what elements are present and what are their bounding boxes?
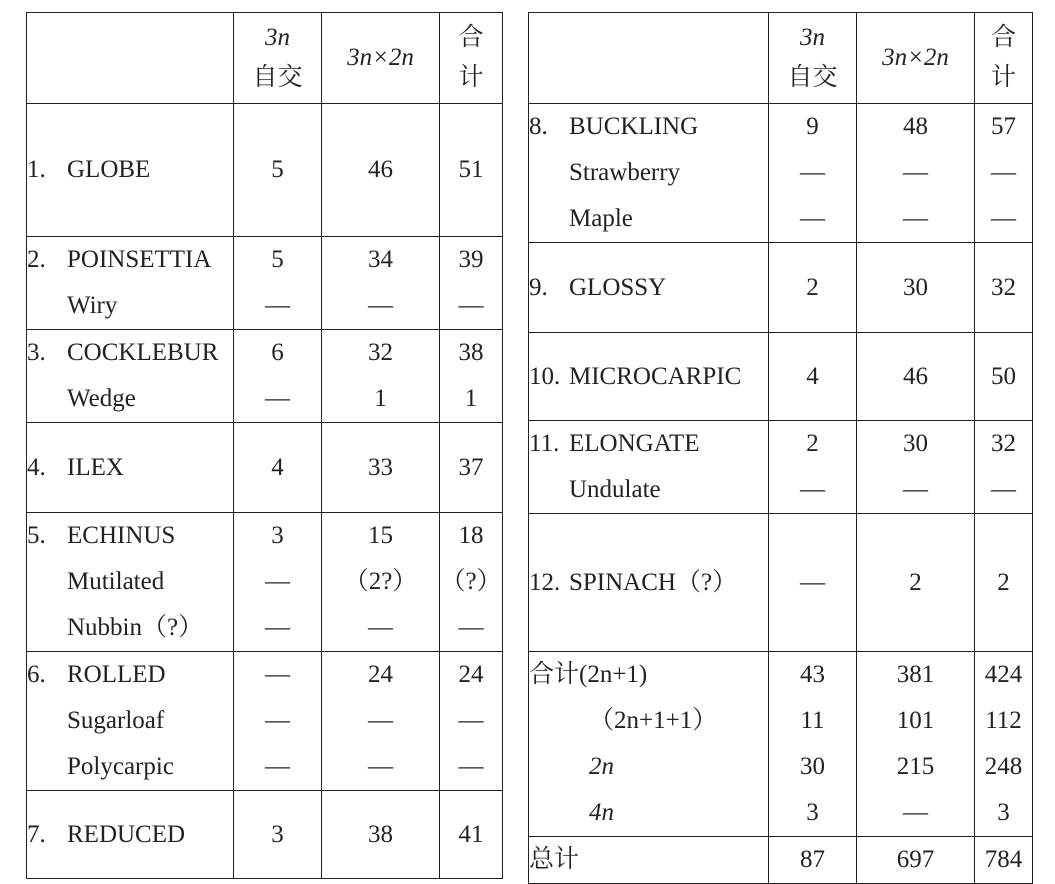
table-row: 2. POINSETTIA Wiry 5 — 34 — 39 — bbox=[27, 237, 503, 330]
table-row: 3. COCKLEBUR Wedge 6 — 32 1 38 1 bbox=[27, 330, 503, 423]
secondary-name: Polycarpic bbox=[67, 753, 174, 780]
data-table bbox=[26, 12, 1032, 873]
table-right-half bbox=[528, 12, 1033, 884]
trisomic-name: 8. BUCKLING bbox=[529, 113, 699, 140]
trisomic-name: 4. ILEX bbox=[27, 453, 124, 481]
trisomic-name: 7. REDUCED bbox=[27, 820, 186, 848]
header-row bbox=[27, 13, 503, 104]
table-row: 5. ECHINUS Mutilated Nubbin（?） 3 — — 15 （2?） — 18 （?） — bbox=[27, 513, 503, 652]
header-cross: 3n×2n bbox=[857, 13, 975, 104]
secondary-name: Nubbin（?） bbox=[67, 614, 204, 641]
table-row: 11. ELONGATE Undulate 2 — 30 — 32 — bbox=[529, 421, 1033, 514]
table-row: 7. REDUCED 3 38 41 bbox=[27, 791, 503, 879]
table-row: 9. GLOSSY 2 30 32 bbox=[529, 243, 1033, 333]
trisomic-name: 5. ECHINUS bbox=[27, 522, 176, 549]
trisomic-name: 2. POINSETTIA bbox=[27, 246, 212, 273]
header-total: 合 计 bbox=[440, 13, 503, 104]
header-selfing: 3n 自交 bbox=[769, 13, 857, 104]
table-row bbox=[27, 104, 503, 237]
table-left-half bbox=[26, 12, 503, 879]
header-selfing: 3n 自交 bbox=[234, 13, 322, 104]
trisomic-name: 9. GLOSSY bbox=[529, 273, 667, 301]
header-row bbox=[529, 13, 1033, 104]
count-selfing: 5 bbox=[234, 104, 322, 237]
table-row: 4. ILEX 4 33 37 bbox=[27, 423, 503, 513]
totals-label: 4n bbox=[589, 799, 614, 826]
trisomic-name: 11. ELONGATE bbox=[529, 430, 700, 457]
header-total: 合 计 bbox=[975, 13, 1033, 104]
trisomic-name: 12. SPINACH（?） bbox=[529, 568, 738, 596]
header-label-cell bbox=[27, 13, 234, 104]
secondary-name: Maple bbox=[569, 205, 633, 232]
secondary-name: Mutilated bbox=[67, 568, 165, 595]
grand-total-row: 总计 87 697 784 bbox=[529, 837, 1033, 884]
secondary-name: Wiry bbox=[67, 292, 118, 319]
trisomic-name: 6. ROLLED bbox=[27, 661, 166, 688]
count-total: 51 bbox=[440, 104, 503, 237]
table-row: 10. MICROCARPIC 4 46 50 bbox=[529, 333, 1033, 421]
trisomic-name: 3. COCKLEBUR bbox=[27, 339, 219, 366]
count-cross: 46 bbox=[322, 104, 440, 237]
totals-label: （2n+1+1） bbox=[589, 707, 718, 734]
secondary-name: Wedge bbox=[67, 385, 136, 412]
grand-total-label: 总计 bbox=[529, 837, 769, 884]
table-row: 6. ROLLED Sugarloaf Polycarpic — — — 24 — — 24 — — bbox=[27, 652, 503, 791]
header-label-cell bbox=[529, 13, 769, 104]
trisomic-name: 10. MICROCARPIC bbox=[529, 362, 742, 390]
totals-label: 2n bbox=[589, 753, 614, 780]
totals-row: 合计(2n+1) （2n+1+1） 2n 4n 43 11 30 3 381 101 215 — 424 112 248 3 bbox=[529, 652, 1033, 837]
secondary-name: Sugarloaf bbox=[67, 707, 165, 734]
table-row: 12. SPINACH（?） — 2 2 bbox=[529, 514, 1033, 652]
totals-label: 合计(2n+1) bbox=[529, 661, 648, 688]
trisomic-name: 1. GLOBE bbox=[27, 156, 151, 183]
secondary-name: Strawberry bbox=[569, 159, 681, 186]
secondary-name: Undulate bbox=[569, 476, 661, 503]
header-cross: 3n×2n bbox=[322, 13, 440, 104]
table-row: 8. BUCKLING Strawberry Maple 9 — — 48 — — 57 — — bbox=[529, 104, 1033, 243]
